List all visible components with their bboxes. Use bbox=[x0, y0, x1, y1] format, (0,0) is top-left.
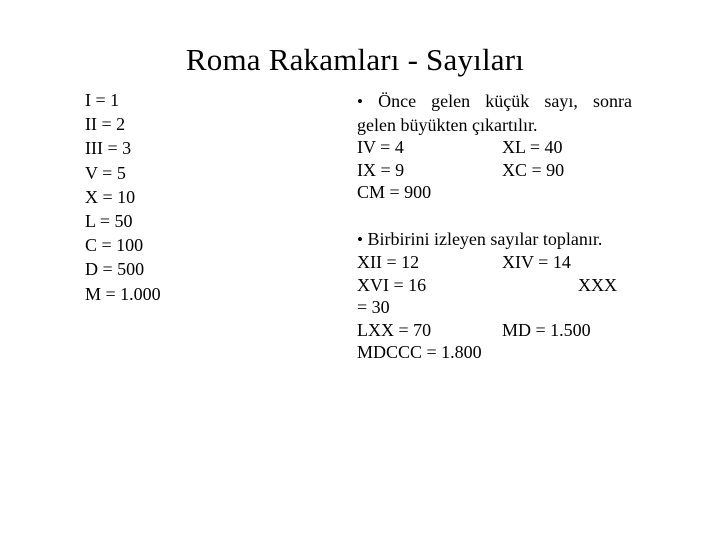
example-row bbox=[357, 274, 632, 297]
subtraction-rule-line1 bbox=[357, 90, 632, 114]
example-row bbox=[357, 296, 632, 319]
example-row bbox=[357, 319, 632, 342]
example-item: MDCCC = 1.800 bbox=[357, 342, 482, 362]
bullet-icon: • bbox=[357, 229, 363, 249]
addition-rule-line bbox=[357, 228, 632, 252]
list-item: III = 3 bbox=[85, 138, 132, 159]
basic-numerals-list bbox=[85, 88, 285, 306]
list-item: D = 500 bbox=[85, 259, 145, 280]
example-item: XXX bbox=[578, 274, 617, 295]
list-item: II = 2 bbox=[85, 114, 126, 135]
example-item: XIV = 14 bbox=[502, 252, 571, 272]
bullet-icon: • bbox=[357, 92, 363, 111]
list-item: I = 1 bbox=[85, 90, 120, 110]
example-item: CM = 900 bbox=[357, 182, 432, 202]
example-item: XVI = 16 bbox=[357, 274, 427, 295]
list-item: X = 10 bbox=[85, 186, 136, 207]
example-item: IV = 4 bbox=[357, 137, 404, 157]
example-item: LXX = 70 bbox=[357, 319, 432, 340]
subtraction-rule-text: Önce gelen küçük sayı, sonra bbox=[378, 91, 632, 111]
example-item: = 30 bbox=[357, 297, 390, 317]
list-item: L = 50 bbox=[85, 211, 133, 232]
page-title: Roma Rakamları - Sayıları bbox=[185, 42, 525, 77]
list-item: V = 5 bbox=[85, 162, 126, 183]
example-item: XC = 90 bbox=[502, 159, 565, 180]
example-row bbox=[357, 181, 632, 204]
subtraction-rule-line2: gelen büyükten çıkartılır. bbox=[357, 114, 538, 135]
addition-rule-text: Birbirini izleyen sayılar toplanır. bbox=[367, 228, 603, 249]
example-item: XII = 12 bbox=[357, 252, 420, 272]
example-row bbox=[357, 159, 632, 182]
list-item: C = 100 bbox=[85, 235, 144, 256]
rules-section bbox=[357, 90, 632, 364]
example-item: MD = 1.500 bbox=[502, 319, 591, 340]
example-item: IX = 9 bbox=[357, 159, 405, 180]
example-row bbox=[357, 251, 632, 274]
example-row bbox=[357, 341, 632, 364]
example-item: XL = 40 bbox=[502, 137, 563, 157]
list-item: M = 1.000 bbox=[85, 283, 161, 304]
example-row bbox=[357, 136, 632, 159]
